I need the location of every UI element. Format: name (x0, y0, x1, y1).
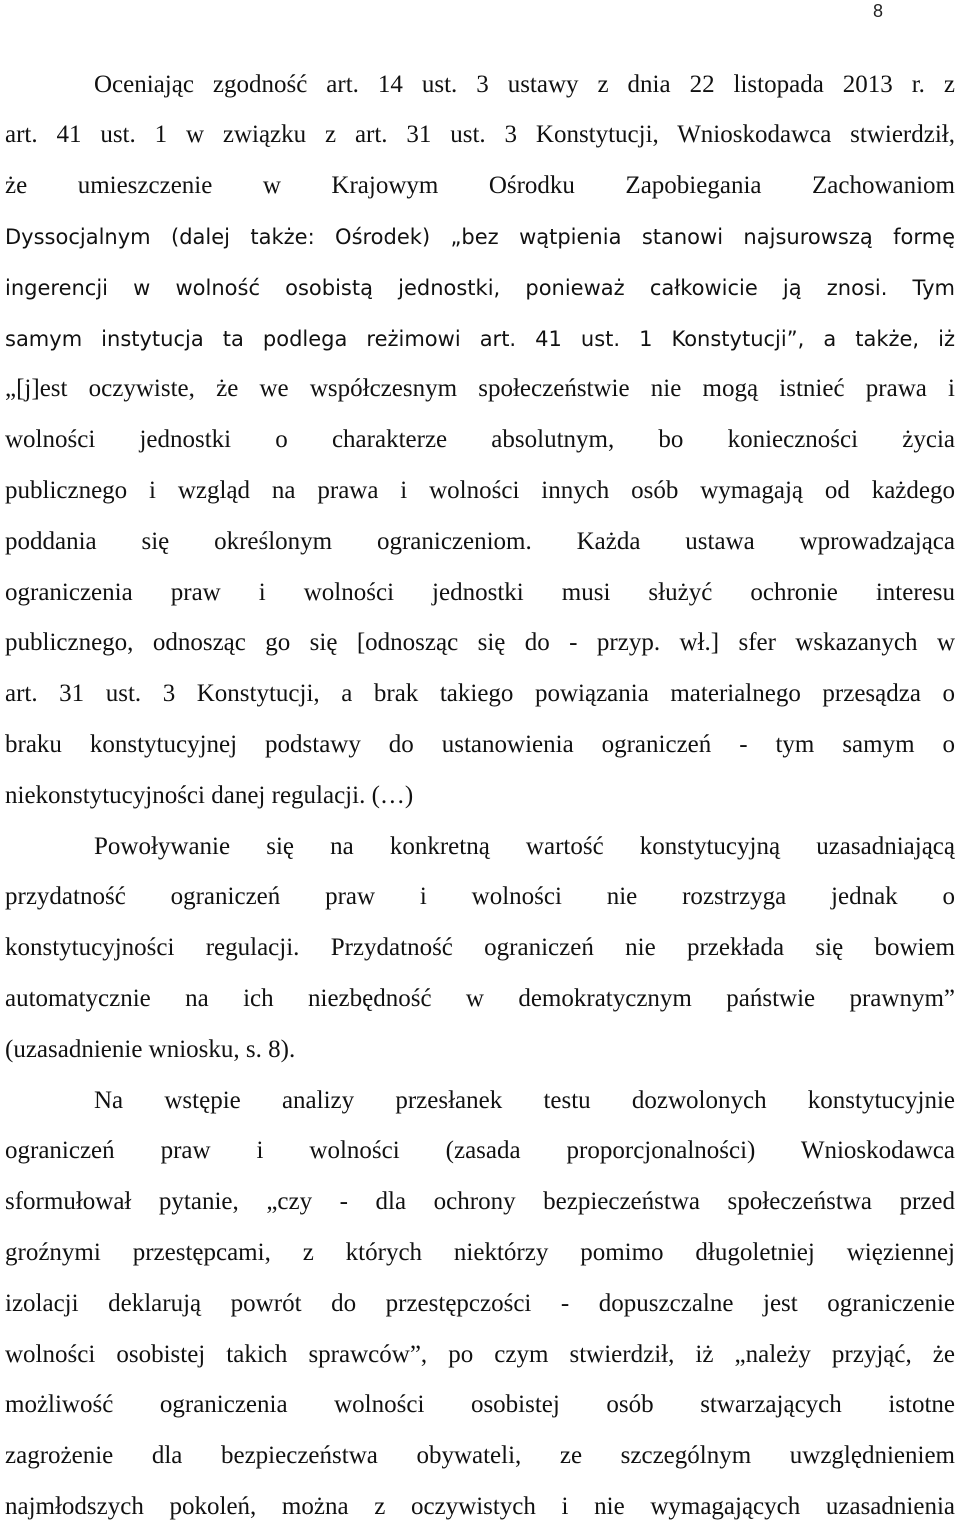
text-line: groźnymi przestępcami, z których niektórzy pomimo długoletniej więziennej (5, 1239, 955, 1266)
text-line: automatycznie na ich niezbędność w demokratycznym państwie prawnym” (5, 985, 955, 1012)
text-line: art. 31 ust. 3 Konstytucji, a brak takiego powiązania materialnego przesądza o (5, 680, 955, 707)
text-line: „[j]est oczywiste, że we współczesnym społeczeństwie nie mogą istnieć prawa i (5, 375, 955, 402)
text-line: ograniczenia praw i wolności jednostki musi służyć ochronie interesu (5, 579, 955, 606)
text-line: Oceniając zgodność art. 14 ust. 3 ustawy z dnia 22 listopada 2013 r. z (94, 71, 955, 98)
text-line: Dyssocjalnym (dalej także: Ośrodek) „bez wątpienia stanowi najsurowszą formę (5, 225, 955, 249)
text-line: Na wstępie analizy przesłanek testu dozwolonych konstytucyjnie (94, 1087, 955, 1114)
text-line: konstytucyjności regulacji. Przydatność ograniczeń nie przekłada się bowiem (5, 934, 955, 961)
text-line: (uzasadnienie wniosku, s. 8). (5, 1036, 296, 1063)
text-line: możliwość ograniczenia wolności osobistej osób stwarzających istotne (5, 1391, 955, 1418)
text-line: publicznego i wzgląd na prawa i wolności innych osób wymagają od każdego (5, 477, 955, 504)
text-line: wolności osobistej takich sprawców”, po czym stwierdził, iż „należy przyjąć, że (5, 1341, 955, 1368)
text-line: wolności jednostki o charakterze absolutnym, bo konieczności życia (5, 426, 955, 453)
text-line: Powoływanie się na konkretną wartość konstytucyjną uzasadniającą (94, 833, 955, 860)
text-line: publicznego, odnosząc go się [odnosząc się do - przyp. wł.] sfer wskazanych w (5, 629, 955, 656)
text-line: niekonstytucyjności danej regulacji. (…) (5, 782, 414, 809)
text-line: braku konstytucyjnej podstawy do ustanowienia ograniczeń - tym samym o (5, 731, 955, 758)
text-line: najmłodszych pokoleń, można z oczywistych i nie wymagających uzasadnienia (5, 1493, 955, 1520)
text-line: zagrożenie dla bezpieczeństwa obywateli, ze szczególnym uwzględnieniem (5, 1442, 955, 1469)
text-line: że umieszczenie w Krajowym Ośrodku Zapobiegania Zachowaniom (5, 172, 955, 199)
text-line: izolacji deklarują powrót do przestępczości - dopuszczalne jest ograniczenie (5, 1290, 955, 1317)
text-line: ingerencji w wolność osobistą jednostki, ponieważ całkowicie ją znosi. Tym (5, 276, 955, 300)
text-line: art. 41 ust. 1 w związku z art. 31 ust. 3 Konstytucji, Wnioskodawca stwierdził, (5, 121, 955, 148)
text-line: ograniczeń praw i wolności (zasada proporcjonalności) Wnioskodawca (5, 1137, 955, 1164)
text-line: poddania się określonym ograniczeniom. Każda ustawa wprowadzająca (5, 528, 955, 555)
text-line: przydatność ograniczeń praw i wolności nie rozstrzyga jednak o (5, 883, 955, 910)
text-line: sformułował pytanie, „czy - dla ochrony bezpieczeństwa społeczeństwa przed (5, 1188, 955, 1215)
page-number: 8 (872, 1, 883, 21)
text-line: samym instytucja ta podlega reżimowi art. 41 ust. 1 Konstytucji”, a także, iż (5, 327, 955, 351)
